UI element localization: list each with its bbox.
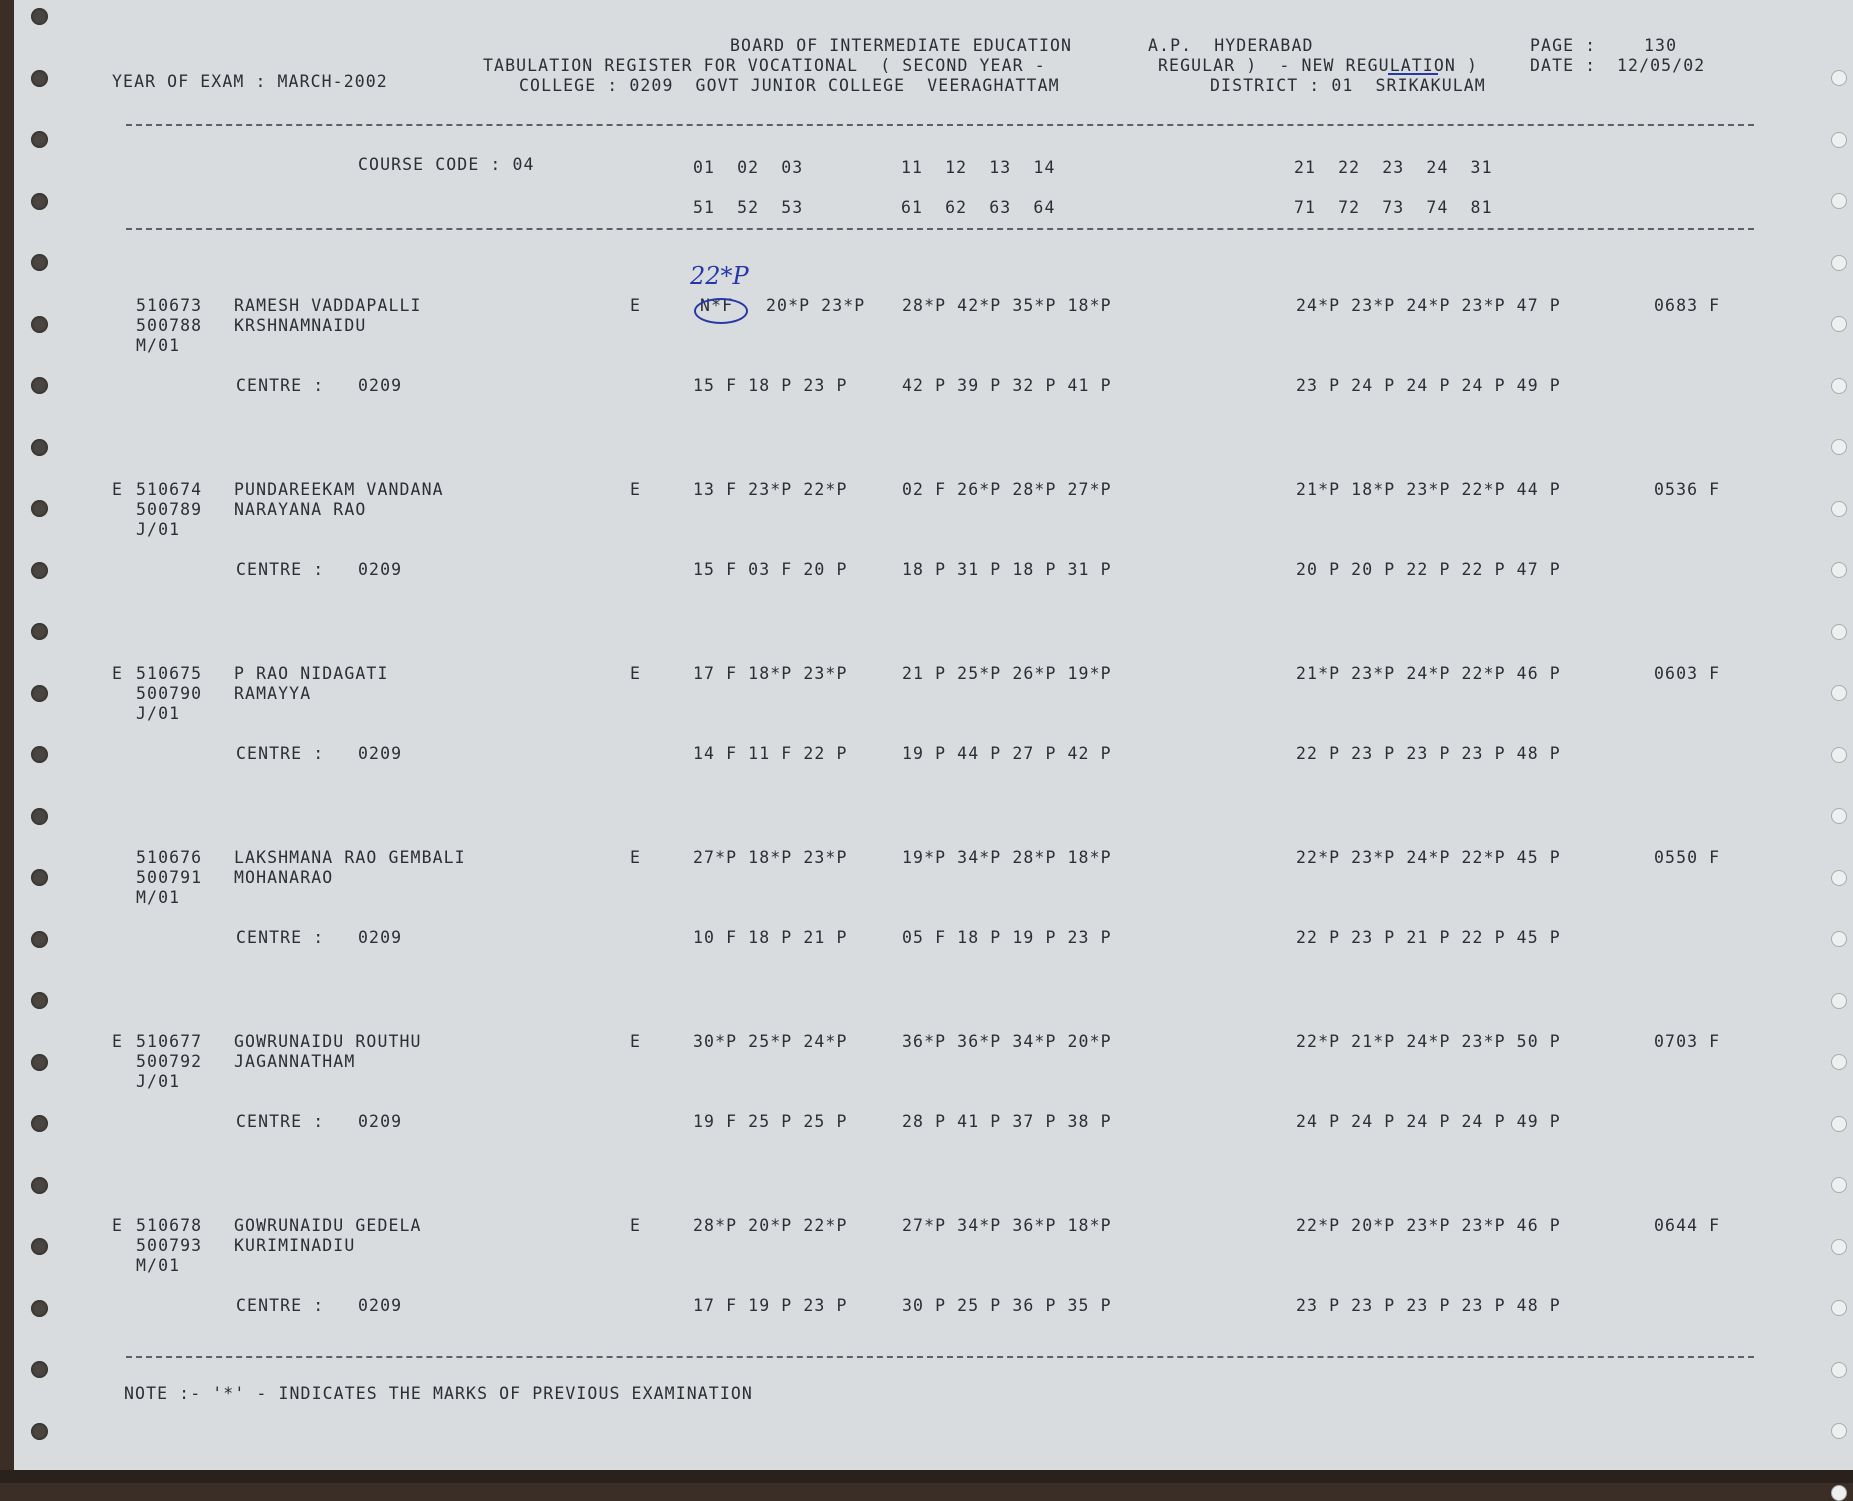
board-title: BOARD OF INTERMEDIATE EDUCATION: [730, 36, 1073, 55]
second-year-marks-b: 18 P 31 P 18 P 31 P: [902, 560, 1112, 579]
first-year-marks-a: 27*P 18*P 23*P: [693, 848, 848, 867]
centre-code: 0209: [358, 744, 403, 763]
feed-hole: [1831, 993, 1847, 1009]
footer-rule: [126, 1356, 1754, 1358]
feed-hole: [1831, 193, 1847, 209]
feed-hole: [1831, 624, 1847, 640]
first-year-marks-a: N*F: [700, 296, 734, 315]
centre-code: 0209: [358, 1112, 403, 1131]
first-year-marks-a: 30*P 25*P 24*P: [693, 1032, 848, 1051]
father-name: JAGANNATHAM: [234, 1052, 356, 1071]
feed-hole: [1831, 685, 1847, 701]
feed-hole: [1831, 1177, 1847, 1193]
second-year-marks-a: 19 F 25 P 25 P: [693, 1112, 848, 1131]
exam-grade: E: [630, 1216, 642, 1235]
second-year-marks-c: 22 P 23 P 21 P 22 P 45 P: [1296, 928, 1561, 947]
father-name: KRSHNAMNAIDU: [234, 316, 367, 335]
subject-codes-row1-c: 21 22 23 24 31: [1294, 158, 1493, 177]
total-marks-result: 0703 F: [1654, 1032, 1721, 1051]
candidate-name: PUNDAREEKAM VANDANA: [234, 480, 444, 499]
feed-hole: [31, 746, 48, 763]
first-year-marks-b: 02 F 26*P 28*P 27*P: [902, 480, 1112, 499]
feed-hole: [31, 1423, 48, 1440]
centre-code: 0209: [358, 376, 403, 395]
first-year-marks-b: 36*P 36*P 34*P 20*P: [902, 1032, 1112, 1051]
roll-number: 500791: [136, 868, 203, 887]
feed-hole: [1831, 255, 1847, 271]
feed-hole: [1831, 1054, 1847, 1070]
roll-number: 500792: [136, 1052, 203, 1071]
centre-label: CENTRE :: [236, 376, 325, 395]
page-number: 130: [1644, 36, 1678, 55]
college-name: COLLEGE : 0209 GOVT JUNIOR COLLEGE VEERAGHATTAM: [519, 76, 1060, 95]
centre-label: CENTRE :: [236, 1296, 325, 1315]
pen-underline: [1388, 73, 1438, 75]
pen-circle-mark: [694, 298, 748, 324]
feed-hole: [1831, 501, 1847, 517]
feed-hole: [31, 500, 48, 517]
roll-number: 500793: [136, 1236, 203, 1255]
feed-hole: [31, 439, 48, 456]
year-of-exam: YEAR OF EXAM : MARCH-2002: [112, 72, 388, 91]
father-name: RAMAYYA: [234, 684, 312, 703]
course-code: COURSE CODE : 04: [358, 155, 535, 174]
feed-hole: [31, 1177, 48, 1194]
feed-hole: [31, 1300, 48, 1317]
hall-ticket-number: 510677: [136, 1032, 203, 1051]
group-code: J/01: [136, 520, 181, 539]
group-code: J/01: [136, 1072, 181, 1091]
subject-codes-row2-b: 61 62 63 64: [901, 198, 1056, 217]
first-year-marks-c: 24*P 23*P 24*P 23*P 47 P: [1296, 296, 1561, 315]
second-year-marks-a: 15 F 03 F 20 P: [693, 560, 848, 579]
group-code: M/01: [136, 888, 181, 907]
father-name: NARAYANA RAO: [234, 500, 367, 519]
candidate-name: GOWRUNAIDU ROUTHU: [234, 1032, 422, 1051]
candidate-name: GOWRUNAIDU GEDELA: [234, 1216, 422, 1235]
record-flag: E: [112, 1216, 124, 1235]
left-feed-holes: [28, 0, 54, 1470]
roll-number: 500788: [136, 316, 203, 335]
exam-grade: E: [630, 296, 642, 315]
total-marks-result: 0644 F: [1654, 1216, 1721, 1235]
state-city: A.P. HYDERABAD: [1148, 36, 1314, 55]
second-year-marks-a: 10 F 18 P 21 P: [693, 928, 848, 947]
feed-hole: [1831, 870, 1847, 886]
exam-grade: E: [630, 480, 642, 499]
page-label: PAGE :: [1530, 36, 1597, 55]
first-year-marks-b: 28*P 42*P 35*P 18*P: [902, 296, 1112, 315]
feed-hole: [31, 1115, 48, 1132]
date-value: 12/05/02: [1617, 56, 1706, 75]
feed-hole: [31, 70, 48, 87]
feed-hole: [1831, 562, 1847, 578]
centre-label: CENTRE :: [236, 1112, 325, 1131]
district-name: DISTRICT : 01 SRIKAKULAM: [1210, 76, 1486, 95]
feed-hole: [1831, 378, 1847, 394]
hall-ticket-number: 510674: [136, 480, 203, 499]
second-year-marks-a: 14 F 11 F 22 P: [693, 744, 848, 763]
centre-label: CENTRE :: [236, 560, 325, 579]
candidate-name: LAKSHMANA RAO GEMBALI: [234, 848, 466, 867]
feed-hole: [31, 254, 48, 271]
regulation-text: REGULAR ) - NEW REGULATION ): [1158, 56, 1478, 75]
candidate-name: RAMESH VADDAPALLI: [234, 296, 422, 315]
hall-ticket-number: 510678: [136, 1216, 203, 1235]
feed-hole: [31, 1238, 48, 1255]
feed-hole: [31, 685, 48, 702]
feed-hole: [1831, 747, 1847, 763]
feed-hole: [31, 931, 48, 948]
first-year-marks-a: 17 F 18*P 23*P: [693, 664, 848, 683]
total-marks-result: 0683 F: [1654, 296, 1721, 315]
footnote: NOTE :- '*' - INDICATES THE MARKS OF PREVIOUS EXAMINATION: [124, 1384, 753, 1403]
hall-ticket-number: 510675: [136, 664, 203, 683]
second-year-marks-b: 05 F 18 P 19 P 23 P: [902, 928, 1112, 947]
total-marks-result: 0550 F: [1654, 848, 1721, 867]
handwritten-correction: 22*P: [690, 262, 749, 290]
hall-ticket-number: 510673: [136, 296, 203, 315]
first-year-marks-c: 22*P 21*P 24*P 23*P 50 P: [1296, 1032, 1561, 1051]
tabulation-register-sheet: [14, 0, 1853, 1470]
exam-grade: E: [630, 848, 642, 867]
centre-label: CENTRE :: [236, 744, 325, 763]
first-year-marks-a: 13 F 23*P 22*P: [693, 480, 848, 499]
feed-hole: [31, 992, 48, 1009]
feed-hole: [31, 131, 48, 148]
subject-codes-row2-c: 71 72 73 74 81: [1294, 198, 1493, 217]
centre-label: CENTRE :: [236, 928, 325, 947]
feed-hole: [1831, 931, 1847, 947]
feed-hole: [31, 316, 48, 333]
feed-hole: [1831, 1485, 1847, 1501]
feed-hole: [31, 193, 48, 210]
feed-hole: [31, 623, 48, 640]
date-label: DATE :: [1530, 56, 1597, 75]
record-flag: E: [112, 480, 124, 499]
first-year-marks-a-rest: 20*P 23*P: [766, 296, 866, 315]
first-year-marks-b: 27*P 34*P 36*P 18*P: [902, 1216, 1112, 1235]
feed-hole: [1831, 132, 1847, 148]
first-year-marks-c: 22*P 23*P 24*P 22*P 45 P: [1296, 848, 1561, 867]
feed-hole: [1831, 1423, 1847, 1439]
feed-hole: [1831, 70, 1847, 86]
group-code: M/01: [136, 336, 181, 355]
first-year-marks-c: 22*P 20*P 23*P 23*P 46 P: [1296, 1216, 1561, 1235]
hall-ticket-number: 510676: [136, 848, 203, 867]
exam-grade: E: [630, 664, 642, 683]
centre-code: 0209: [358, 1296, 403, 1315]
feed-hole: [1831, 316, 1847, 332]
second-year-marks-c: 22 P 23 P 23 P 23 P 48 P: [1296, 744, 1561, 763]
second-year-marks-c: 23 P 24 P 24 P 24 P 49 P: [1296, 376, 1561, 395]
feed-hole: [31, 562, 48, 579]
second-year-marks-b: 30 P 25 P 36 P 35 P: [902, 1296, 1112, 1315]
feed-hole: [1831, 1362, 1847, 1378]
first-year-marks-b: 21 P 25*P 26*P 19*P: [902, 664, 1112, 683]
exam-grade: E: [630, 1032, 642, 1051]
group-code: J/01: [136, 704, 181, 723]
feed-hole: [1831, 1300, 1847, 1316]
feed-hole: [31, 1054, 48, 1071]
subject-codes-row1-a: 01 02 03: [693, 158, 804, 177]
roll-number: 500789: [136, 500, 203, 519]
second-year-marks-b: 19 P 44 P 27 P 42 P: [902, 744, 1112, 763]
feed-hole: [31, 1361, 48, 1378]
right-feed-holes: [1826, 0, 1852, 1470]
subject-codes-row2-a: 51 52 53: [693, 198, 804, 217]
feed-hole: [1831, 1116, 1847, 1132]
feed-hole: [1831, 439, 1847, 455]
candidate-name: P RAO NIDAGATI: [234, 664, 389, 683]
group-code: M/01: [136, 1256, 181, 1275]
total-marks-result: 0603 F: [1654, 664, 1721, 683]
first-year-marks-a: 28*P 20*P 22*P: [693, 1216, 848, 1235]
record-flag: E: [112, 1032, 124, 1051]
centre-code: 0209: [358, 928, 403, 947]
feed-hole: [31, 377, 48, 394]
father-name: MOHANARAO: [234, 868, 334, 887]
father-name: KURIMINADIU: [234, 1236, 356, 1255]
first-year-marks-c: 21*P 18*P 23*P 22*P 44 P: [1296, 480, 1561, 499]
roll-number: 500790: [136, 684, 203, 703]
record-flag: E: [112, 664, 124, 683]
second-year-marks-c: 24 P 24 P 24 P 24 P 49 P: [1296, 1112, 1561, 1131]
register-title: TABULATION REGISTER FOR VOCATIONAL ( SECOND YEAR -: [483, 56, 1046, 75]
second-year-marks-b: 28 P 41 P 37 P 38 P: [902, 1112, 1112, 1131]
feed-hole: [31, 869, 48, 886]
subject-codes-row1-b: 11 12 13 14: [901, 158, 1056, 177]
total-marks-result: 0536 F: [1654, 480, 1721, 499]
header-rule-bottom: [126, 228, 1754, 230]
feed-hole: [31, 808, 48, 825]
centre-code: 0209: [358, 560, 403, 579]
first-year-marks-c: 21*P 23*P 24*P 22*P 46 P: [1296, 664, 1561, 683]
header-rule-top: [126, 124, 1754, 126]
desk-background: [0, 1470, 1853, 1483]
first-year-marks-b: 19*P 34*P 28*P 18*P: [902, 848, 1112, 867]
second-year-marks-c: 23 P 23 P 23 P 23 P 48 P: [1296, 1296, 1561, 1315]
feed-hole: [1831, 1239, 1847, 1255]
second-year-marks-b: 42 P 39 P 32 P 41 P: [902, 376, 1112, 395]
second-year-marks-a: 17 F 19 P 23 P: [693, 1296, 848, 1315]
second-year-marks-a: 15 F 18 P 23 P: [693, 376, 848, 395]
second-year-marks-c: 20 P 20 P 22 P 22 P 47 P: [1296, 560, 1561, 579]
feed-hole: [31, 8, 48, 25]
feed-hole: [1831, 808, 1847, 824]
